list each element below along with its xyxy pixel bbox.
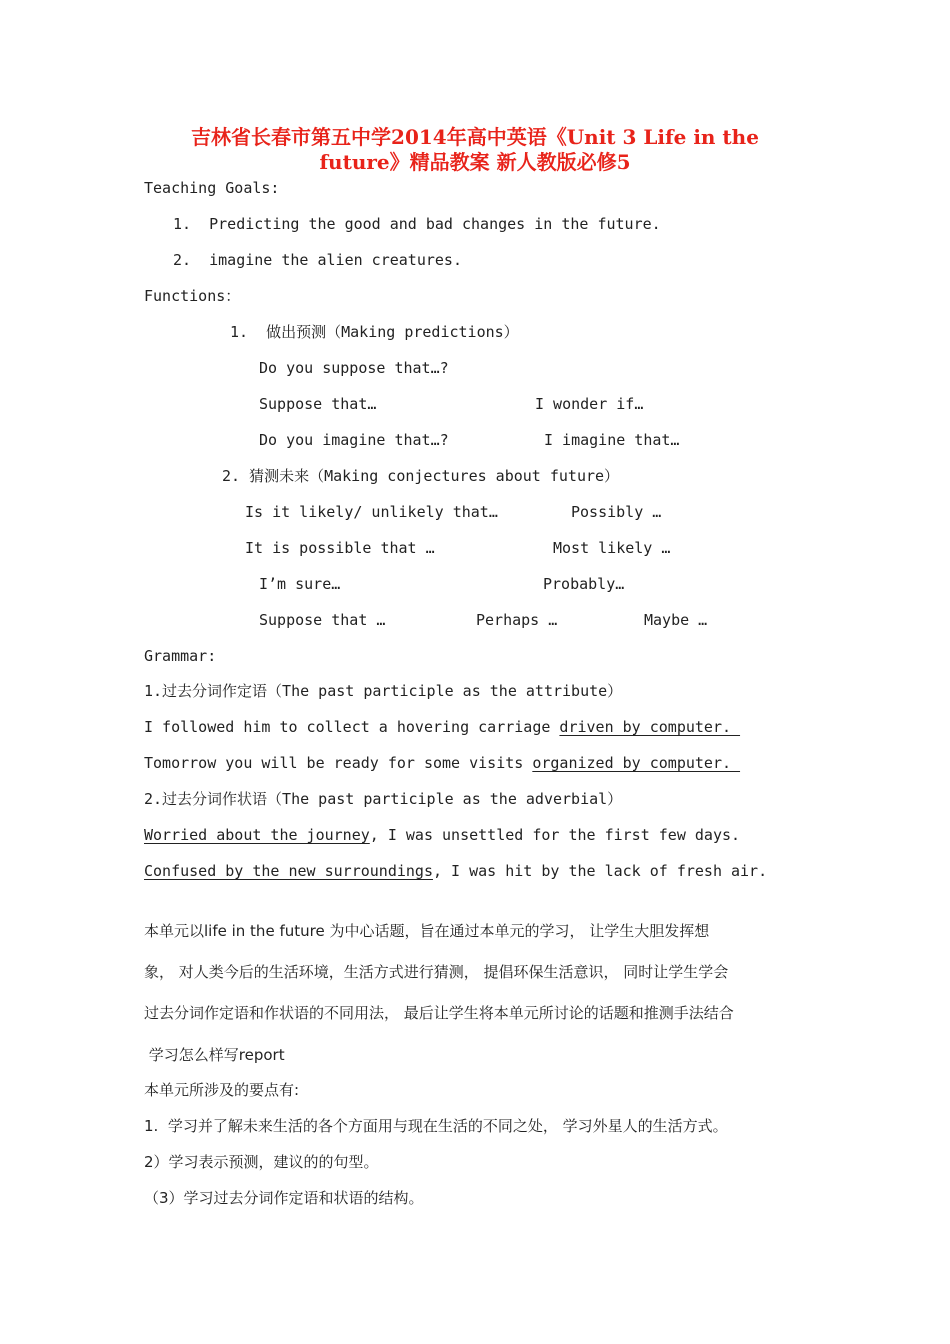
grammar-example xyxy=(144,825,740,845)
underlined-phrase: Confused by the new surroundings xyxy=(144,862,433,880)
underlined-phrase: Worried about the journey xyxy=(144,826,370,844)
key-point-item: 2）学习表示预测，建议的的句型。 xyxy=(144,1153,379,1171)
example-text: I followed him to collect a hovering carriage xyxy=(144,718,560,736)
key-point-item: 1. 学习并了解未来生活的各个方面用与现在生活的不同之处， 学习外星人的生活方式。 xyxy=(144,1117,728,1135)
function-phrase: Do you imagine that…? xyxy=(259,431,449,449)
function-phrase: Suppose that … xyxy=(259,611,386,629)
summary-line: 过去分词作定语和作状语的不同用法， 最后让学生将本单元所讨论的话题和推测手法结合 xyxy=(144,1004,734,1022)
functions-heading: Functions： xyxy=(144,287,241,305)
grammar-point-1-title: 1.过去分词作定语（The past participle as the attribute） xyxy=(144,682,623,700)
summary-line: 本单元以life in the future 为中心话题，旨在通过本单元的学习， 让学生大胆发挥想 xyxy=(144,922,710,940)
summary-line: 象， 对人类今后的生活环境，生活方式进行猜测， 提倡环保生活意识， 同时让学生学会 xyxy=(144,963,729,981)
example-text: , I was unsettled for the first few days. xyxy=(369,826,741,844)
underlined-phrase: organized by computer. xyxy=(532,754,741,772)
example-text: , I was hit by the lack of fresh air. xyxy=(432,862,768,880)
function-phrase: Do you suppose that…? xyxy=(259,359,449,377)
page-title-line-2: future》精品教案 新人教版必修5 xyxy=(319,150,631,174)
function-phrase: I’m sure… xyxy=(259,575,341,593)
function-section-1-title: 1. 做出预测（Making predictions） xyxy=(230,323,519,341)
grammar-example xyxy=(144,717,740,737)
goal-item-1: 1. Predicting the good and bad changes in the future. xyxy=(173,215,661,233)
function-phrase: Perhaps … xyxy=(476,611,558,629)
function-phrase: I imagine that… xyxy=(544,431,680,449)
teaching-goals-heading: Teaching Goals: xyxy=(144,179,280,197)
function-phrase: Is it likely/ unlikely that… xyxy=(245,503,498,521)
function-phrase: Suppose that… xyxy=(259,395,377,413)
function-phrase: I wonder if… xyxy=(535,395,644,413)
summary-line: 学习怎么样写report xyxy=(144,1046,285,1064)
grammar-heading: Grammar: xyxy=(144,647,217,665)
example-text: Tomorrow you will be ready for some visits xyxy=(144,754,533,772)
function-phrase: It is possible that … xyxy=(245,539,435,557)
grammar-example xyxy=(144,753,740,773)
grammar-point-2-title: 2.过去分词作状语（The past participle as the adverbial） xyxy=(144,790,623,808)
underlined-phrase: driven by computer. xyxy=(559,718,741,736)
grammar-example xyxy=(144,861,767,881)
function-phrase: Most likely … xyxy=(553,539,671,557)
key-points-heading: 本单元所涉及的要点有: xyxy=(144,1081,300,1099)
key-point-item: （3）学习过去分词作定语和状语的结构。 xyxy=(144,1189,424,1207)
goal-item-2: 2. imagine the alien creatures. xyxy=(173,251,462,269)
function-phrase: Probably… xyxy=(543,575,625,593)
function-phrase: Maybe … xyxy=(644,611,708,629)
function-section-2-title: 2. 猜测未来（Making conjectures about future） xyxy=(222,467,620,485)
page-title-line-1: 吉林省长春市第五中学2014年高中英语《Unit 3 Life in the xyxy=(191,125,759,149)
function-phrase: Possibly … xyxy=(571,503,662,521)
